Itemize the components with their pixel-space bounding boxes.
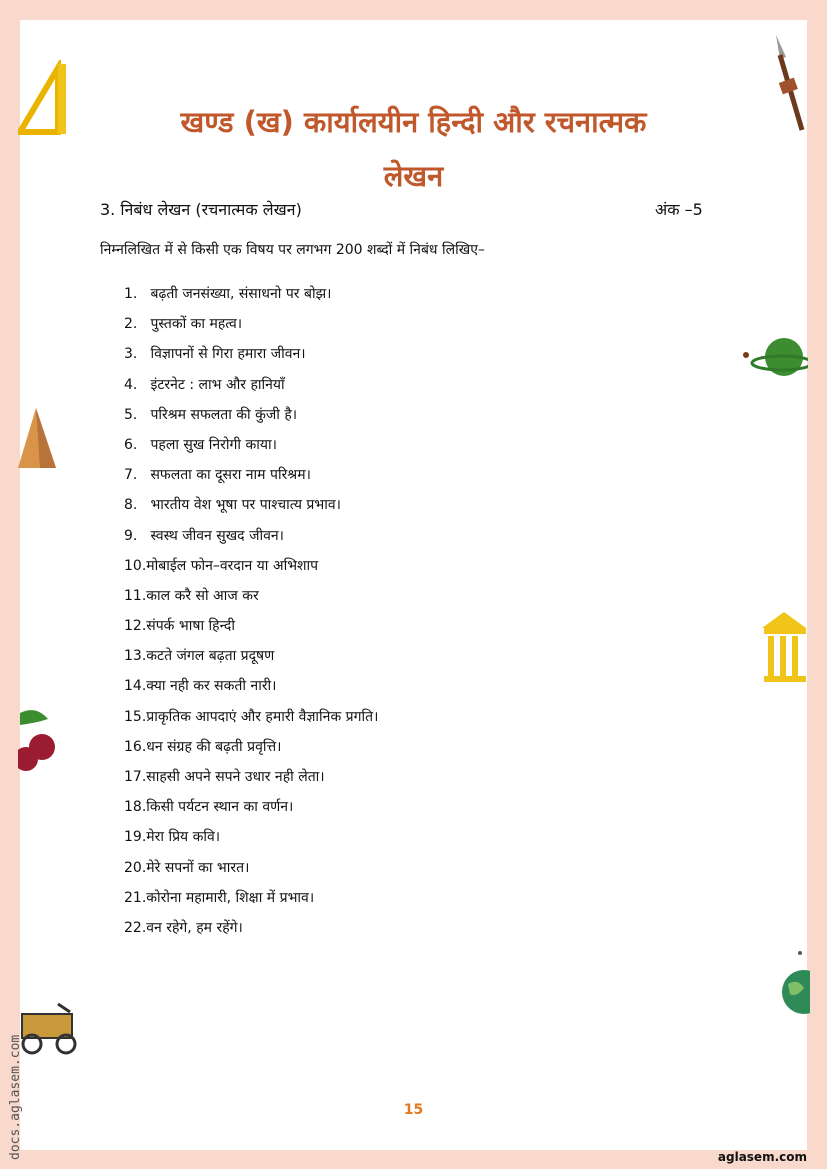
list-item — [124, 674, 378, 704]
list-item-number: 9. — [124, 527, 138, 544]
list-item-number: 18. — [124, 799, 147, 816]
list-item-number: 13. — [124, 648, 147, 665]
section-title — [0, 95, 827, 203]
list-item — [124, 373, 378, 403]
list-item-number: 6. — [124, 436, 138, 453]
list-item-text: मेरा प्रिय कवि। — [146, 829, 221, 846]
list-item-number: 7. — [124, 467, 138, 484]
list-item-number: 22. — [124, 919, 147, 936]
list-item-text: मोबाईल फोन–वरदान या अभिशाप — [146, 557, 319, 574]
page-number: 15 — [403, 1102, 424, 1118]
list-item — [124, 312, 378, 342]
list-item — [124, 735, 378, 765]
list-item-text: स्वस्थ जीवन सुखद जीवन। — [150, 527, 284, 544]
watermark-text: docs.aglasem.com — [8, 1034, 23, 1160]
list-item-number: 21. — [124, 889, 147, 906]
pyramid-icon — [18, 408, 58, 470]
list-item-text: प्राकृतिक आपदाएं और हमारी वैज्ञानिक प्रगति। — [146, 708, 379, 725]
list-item-number: 2. — [124, 316, 138, 333]
list-item-number: 10. — [124, 557, 147, 574]
list-item-text: इंटरनेट : लाभ और हानियाँ — [150, 376, 285, 393]
list-item-text: पुस्तकों का महत्व। — [150, 316, 243, 333]
list-item — [124, 614, 378, 644]
section-title-line1: खण्ड (ख) कार्यालयीन हिन्दी और रचनात्मक — [180, 105, 647, 139]
list-item-text: संपर्क भाषा हिन्दी — [146, 618, 235, 635]
list-item-number: 11. — [124, 587, 147, 604]
list-item-text: पहला सुख निरोगी काया। — [150, 436, 277, 453]
list-item-number: 16. — [124, 738, 147, 755]
instruction-text: निम्नलिखित में से किसी एक विषय पर लगभग 200 शब्दों में निबंध लिखिए– — [100, 242, 485, 258]
list-item-text: काल करै सो आज कर — [146, 587, 259, 604]
list-item-number: 5. — [124, 406, 138, 423]
list-item-text: किसी पर्यटन स्थान का वर्णन। — [146, 799, 294, 816]
list-item-text: परिश्रम सफलता की कुंजी है। — [150, 406, 298, 423]
fruit-icon — [18, 705, 58, 775]
list-item — [124, 916, 378, 946]
list-item-number: 4. — [124, 376, 138, 393]
list-item-number: 17. — [124, 769, 147, 785]
globe-icon — [778, 948, 810, 1020]
list-item — [124, 463, 378, 493]
list-item-number: 3. — [124, 346, 138, 363]
question-heading: 3. निबंध लेखन (रचनात्मक लेखन) — [100, 200, 302, 219]
list-item-number: 19. — [124, 829, 147, 846]
list-item — [124, 584, 378, 614]
list-item — [124, 342, 378, 372]
list-item-number: 15. — [124, 708, 147, 725]
vintage-car-icon — [18, 1000, 84, 1058]
list-item-text: मेरे सपनों का भारत। — [146, 859, 250, 876]
marks-label: अंक –5 — [655, 200, 703, 219]
list-item-text: विज्ञापनों से गिरा हमारा जीवन। — [150, 346, 306, 363]
list-item-text: सफलता का दूसरा नाम परिश्रम। — [150, 467, 311, 484]
list-item-text: कटते जंगल बढ़ता प्रदूषण — [146, 648, 275, 665]
list-item — [124, 856, 378, 886]
list-item-number: 1. — [124, 286, 138, 302]
list-item-text: बढ़ती जनसंख्या, संसाधनो पर बोझ। — [150, 286, 332, 302]
list-item-text: भारतीय वेश भूषा पर पाश्चात्य प्रभाव। — [150, 497, 341, 514]
planet-icon — [742, 335, 808, 385]
list-item — [124, 493, 378, 523]
list-item-number: 8. — [124, 497, 138, 514]
list-item-number: 20. — [124, 859, 147, 876]
list-item — [124, 403, 378, 433]
list-item-text: साहसी अपने सपने उधार नही लेता। — [146, 769, 325, 785]
list-item — [124, 644, 378, 674]
list-item — [124, 554, 378, 584]
list-item — [124, 705, 378, 735]
list-item — [124, 433, 378, 463]
list-item — [124, 825, 378, 855]
list-item-number: 14. — [124, 678, 147, 695]
list-item — [124, 795, 378, 825]
list-item-text: कोरोना महामारी, शिक्षा में प्रभाव। — [146, 889, 315, 906]
topic-list — [124, 282, 378, 946]
site-name: aglasem.com — [717, 1150, 807, 1164]
list-item — [124, 524, 378, 554]
list-item-text: क्या नही कर सकती नारी। — [146, 678, 277, 695]
section-title-line2: लेखन — [383, 159, 444, 193]
list-item-number: 12. — [124, 618, 147, 635]
list-item — [124, 886, 378, 916]
list-item-text: धन संग्रह की बढ़ती प्रवृत्ति। — [146, 738, 282, 755]
temple-pillars-icon — [760, 610, 808, 685]
list-item — [124, 282, 378, 312]
list-item-text: वन रहेगे, हम रहेंगे। — [146, 919, 243, 936]
list-item — [124, 765, 378, 795]
